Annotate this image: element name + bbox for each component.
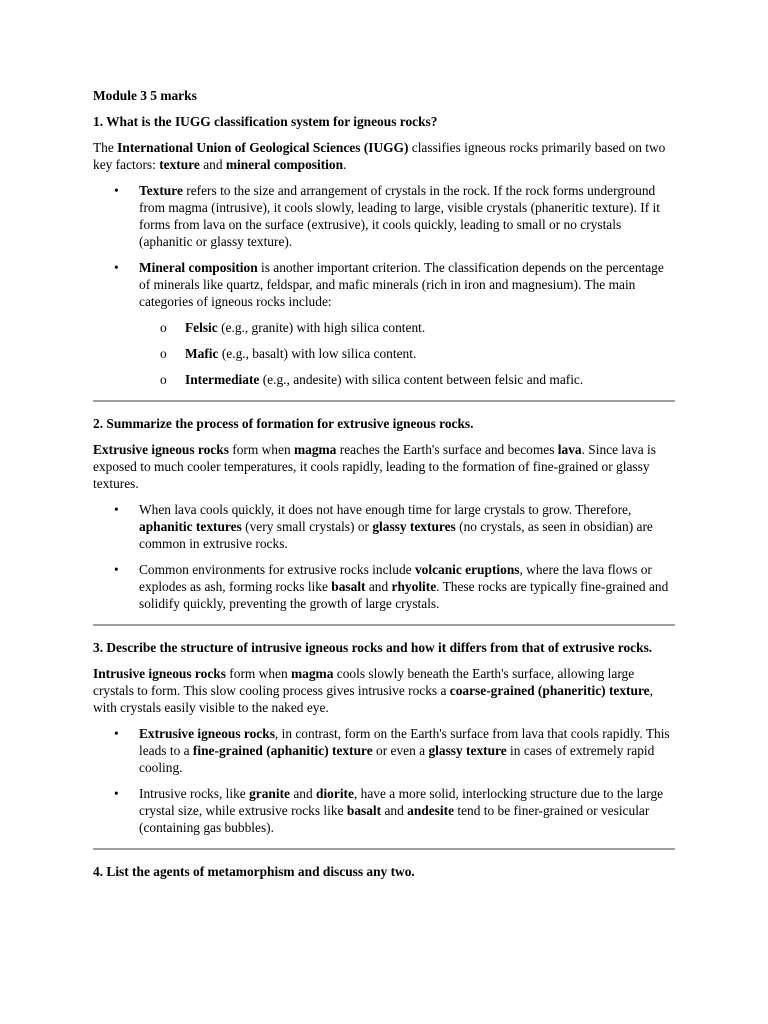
question-2-section bbox=[93, 415, 675, 612]
text-run: . Since lava is exposed to much cooler temperatures, it cools rapidly, leading to the formation of fine-grained or glassy textures. bbox=[93, 442, 656, 491]
bullet-marker: • bbox=[114, 502, 119, 517]
bold-term: granite bbox=[249, 786, 290, 801]
question-3-heading: 3. Describe the structure of intrusive igneous rocks and how it differs from that of extrusive rocks. bbox=[93, 640, 653, 655]
question-4-section bbox=[93, 863, 675, 880]
bold-term: texture bbox=[159, 157, 200, 172]
text-run: (no crystals, as seen in obsidian) are common in extrusive rocks. bbox=[139, 519, 653, 551]
bullet-marker: • bbox=[114, 183, 119, 198]
question-3-bullet-list bbox=[93, 725, 675, 836]
text-run: When lava cools quickly, it does not have enough time for large crystals to grow. Therefore, bbox=[139, 502, 632, 517]
text-run: (e.g., andesite) with silica content between felsic and mafic. bbox=[259, 372, 584, 387]
list-item bbox=[139, 319, 675, 336]
bold-term: glassy texture bbox=[428, 743, 507, 758]
bold-term: mineral composition bbox=[225, 157, 344, 172]
list-item bbox=[93, 785, 675, 836]
sub-bullet-marker: o bbox=[160, 372, 167, 387]
text-run: or even a bbox=[372, 743, 429, 758]
bold-term: volcanic eruptions bbox=[414, 562, 520, 577]
sub-bullet-marker: o bbox=[160, 346, 167, 361]
section-divider bbox=[93, 400, 675, 402]
bold-term: International Union of Geological Sciences (IUGG) bbox=[117, 140, 409, 155]
module-title: Module 3 5 marks bbox=[93, 88, 197, 103]
text-run: reaches the Earth's surface and becomes bbox=[336, 442, 558, 457]
text-run: Common environments for extrusive rocks include bbox=[139, 562, 415, 577]
text-run: and bbox=[289, 786, 317, 801]
text-run: The bbox=[93, 140, 118, 155]
rock-category-list bbox=[139, 319, 675, 388]
text-run: cools slowly beneath the Earth's surface, allowing large crystals to form. This slow cooling process gives intrusive rocks a bbox=[93, 666, 635, 698]
text-run: form when bbox=[225, 666, 292, 681]
text-run: . These rocks are typically fine-grained and solidify quickly, preventing the growth of large crystals. bbox=[139, 579, 669, 611]
question-2-bullet-list bbox=[93, 501, 675, 612]
text-run: , with crystals easily visible to the naked eye. bbox=[93, 683, 653, 715]
bold-term: diorite bbox=[316, 786, 354, 801]
question-1-heading: 1. What is the IUGG classification system for igneous rocks? bbox=[93, 114, 438, 129]
text-run: Intrusive rocks, like bbox=[139, 786, 250, 801]
question-3-section bbox=[93, 639, 675, 836]
bold-term: magma bbox=[293, 442, 337, 457]
bold-term: rhyolite bbox=[391, 579, 437, 594]
question-1-intro bbox=[93, 139, 675, 173]
bullet-marker: • bbox=[114, 260, 119, 275]
text-run: (very small crystals) or bbox=[241, 519, 373, 534]
bold-term: andesite bbox=[407, 803, 455, 818]
question-2-intro bbox=[93, 441, 675, 492]
text-run: , where the lava flows or explodes as ash, forming rocks like bbox=[139, 562, 652, 594]
text-run: (e.g., basalt) with low silica content. bbox=[218, 346, 417, 361]
text-run: is another important criterion. The classification depends on the percentage of minerals like quartz, feldspar, and mafic minerals (rich in iron and magnesium). The main categories of igneous rocks include: bbox=[139, 260, 664, 309]
text-run: (e.g., granite) with high silica content. bbox=[217, 320, 426, 335]
text-run: . bbox=[343, 157, 347, 172]
bold-term: basalt bbox=[331, 579, 366, 594]
text-run: refers to the size and arrangement of crystals in the rock. If the rock forms underground from magma (intrusive), it cools slowly, leading to large, visible crystals (phaneritic texture). If it forms from lava on the surface (extrusive), it cools quickly, leading to small or no crystals (aphanitic or glassy texture). bbox=[139, 183, 660, 249]
section-divider bbox=[93, 848, 675, 850]
bold-term: Felsic bbox=[185, 320, 218, 335]
list-item bbox=[93, 182, 675, 250]
bold-term: fine-grained (aphanitic) texture bbox=[192, 743, 373, 758]
text-run: , have a more solid, interlocking structure due to the large crystal size, while extrusive rocks like bbox=[139, 786, 664, 818]
bold-term: Extrusive igneous rocks bbox=[139, 726, 275, 741]
text-run: in cases of extremely rapid cooling. bbox=[139, 743, 655, 775]
sub-bullet-marker: o bbox=[160, 320, 167, 335]
text-run: and bbox=[365, 579, 392, 594]
bullet-marker: • bbox=[114, 726, 119, 741]
bullet-marker: • bbox=[114, 562, 119, 577]
bold-term: glassy textures bbox=[372, 519, 456, 534]
list-item bbox=[139, 345, 675, 362]
bold-term: aphanitic textures bbox=[139, 519, 242, 534]
bold-term: Mineral composition bbox=[139, 260, 258, 275]
bold-term: Intrusive igneous rocks bbox=[93, 666, 226, 681]
question-2-heading: 2. Summarize the process of formation for extrusive igneous rocks. bbox=[93, 416, 474, 431]
bold-term: basalt bbox=[346, 803, 382, 818]
question-1-bullet-list bbox=[93, 182, 675, 388]
question-1-section bbox=[93, 113, 675, 388]
list-item bbox=[93, 561, 675, 612]
bold-term: lava bbox=[557, 442, 582, 457]
bold-term: magma bbox=[291, 666, 334, 681]
text-run: form when bbox=[228, 442, 294, 457]
bullet-marker: • bbox=[114, 786, 119, 801]
text-run: and bbox=[199, 157, 226, 172]
text-run: and bbox=[381, 803, 408, 818]
question-3-intro bbox=[93, 665, 675, 716]
bold-term: coarse-grained (phaneritic) texture bbox=[449, 683, 650, 698]
list-item bbox=[139, 371, 675, 388]
section-divider bbox=[93, 624, 675, 626]
bold-term: Mafic bbox=[185, 346, 219, 361]
text-run: classifies igneous rocks primarily based on two key factors: bbox=[93, 140, 666, 172]
list-item bbox=[93, 501, 675, 552]
text-run: , in contrast, form on the Earth's surface from lava that cools rapidly. This leads to a bbox=[139, 726, 670, 758]
bold-term: Intermediate bbox=[185, 372, 260, 387]
bold-term: Extrusive igneous rocks bbox=[93, 442, 229, 457]
list-item bbox=[93, 259, 675, 388]
bold-term: Texture bbox=[139, 183, 183, 198]
list-item bbox=[93, 725, 675, 776]
question-4-heading: 4. List the agents of metamorphism and discuss any two. bbox=[93, 864, 415, 879]
text-run: tend to be finer-grained or vesicular (containing gas bubbles). bbox=[139, 803, 650, 835]
